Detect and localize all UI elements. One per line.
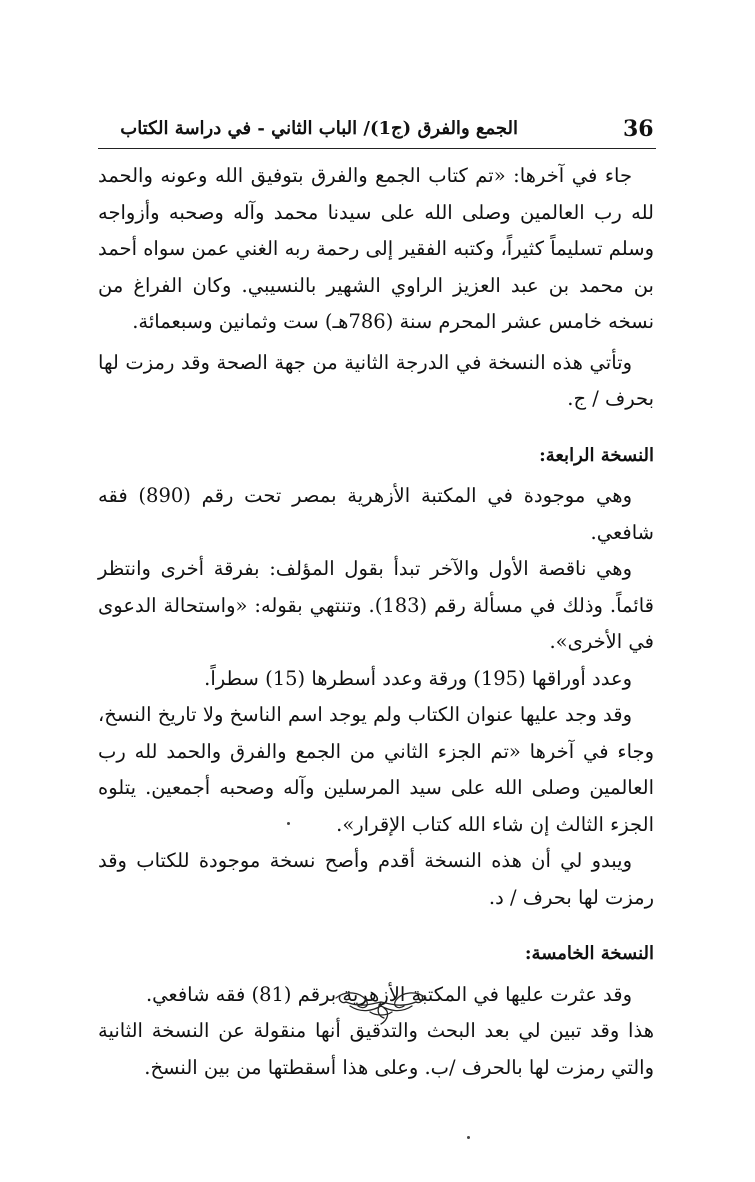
scan-speck (467, 1136, 470, 1139)
paragraph-location: وهي موجودة في المكتبة الأزهرية بمصر تحت رقم (890) فقه شافعي. (98, 484, 654, 544)
header-divider (98, 148, 656, 149)
page-header (98, 112, 658, 146)
scan-speck (287, 822, 290, 825)
paragraph-oldest: ويبدو لي أن هذه النسخة أقدم وأصح نسخة موجودة للكتاب وقد رمزت لها بحرف / د. (98, 849, 654, 909)
paragraph-rank: وتأتي هذه النسخة في الدرجة الثانية من جهة الصحة وقد رمزت لها بحرف / ج. (98, 350, 654, 410)
page-number: 36 (623, 116, 654, 142)
paragraph-found-azhar: وقد عثرت عليها في المكتبة الأزهرية برقم (81) فقه شافعي. (145, 982, 632, 1006)
paragraph-colophon: جاء في آخرها: «تم كتاب الجمع والفرق بتوفيق الله وعونه والحمد لله رب العالمين وصلى الله على سيدنا محمد وآله وصحبه وأزواجه وسلم تسليماً كثيراً، وكتبه الفقير إلى رحمة ربه الغني عمن سواه أحمد بن محمد بن عبد العزيز الراوي الشهير بالنسيبي. وكان الفراغ من نسخه خامس عشر المحرم سنة (786هـ) ست وثمانين وسبعمائة. (98, 164, 654, 333)
paragraph-title-found: وقد وجد عليها عنوان الكتاب ولم يوجد اسم الناسخ ولا تاريخ النسخ، وجاء في آخرها «تم الجزء الثاني من الجمع والفرق والحمد لله رب العالمين وصلى الله على سيد المرسلين وآله وصحبه أجمعين. يتلوه الجزء الثالث إن شاء الله كتاب الإقرار». (98, 703, 654, 836)
running-title: الجمع والفرق (ج1)/ الباب الثاني - في دراسة الكتاب (120, 118, 518, 139)
paragraph-leaves: وعدد أوراقها (195) ورقة وعدد أسطرها (15) سطراً. (204, 666, 632, 690)
paragraph-incomplete: وهي ناقصة الأول والآخر تبدأ بقول المؤلف: بفرقة أخرى وانتظر قائماً. وذلك في مسألة رقم (183). وتنتهي بقوله: «واستحالة الدعوى في الأخرى». (98, 557, 654, 653)
paragraph-dropped: هذا وقد تبين لي بعد البحث والتدقيق أنها منقولة عن النسخة الثانية والتي رمزت لها بالحرف /ب. وعلى هذا أسقطتها من بين النسخ. (98, 1019, 654, 1079)
heading-fifth-copy: النسخة الخامسة: (524, 943, 654, 964)
body-text (98, 158, 654, 1086)
floral-flourish-icon (326, 984, 436, 1028)
heading-fourth-copy: النسخة الرابعة: (539, 444, 654, 466)
